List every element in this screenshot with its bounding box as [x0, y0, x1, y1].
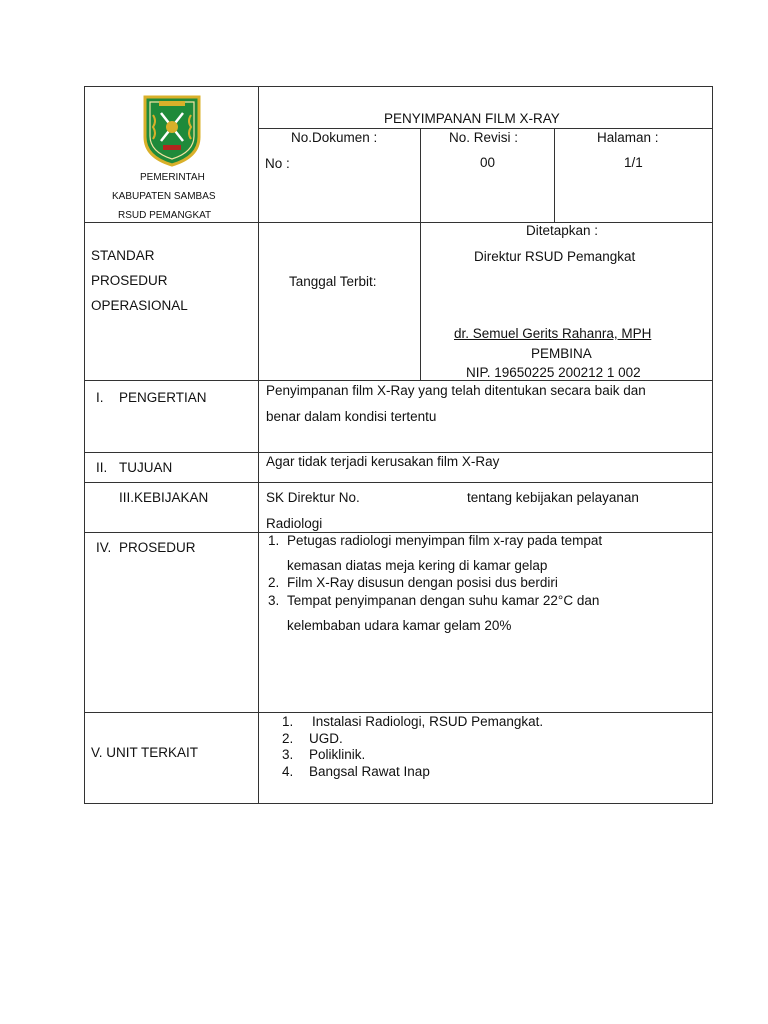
title-underline — [258, 128, 713, 129]
kebijakan-text-b: tentang kebijakan pelayanan — [467, 490, 639, 505]
revision-label: No. Revisi : — [449, 130, 519, 145]
tujuan-number: II. — [96, 460, 108, 475]
org-line-3: RSUD PEMANGKAT — [118, 210, 212, 221]
column-divider — [258, 86, 259, 804]
prosedur-label: PROSEDUR — [119, 540, 196, 555]
revision-value: 00 — [480, 155, 496, 170]
pengertian-text-1: Penyimpanan film X-Ray yang telah ditentukan secara baik dan — [266, 383, 646, 398]
director-title: Direktur RSUD Pemangkat — [474, 249, 636, 264]
regency-logo — [141, 93, 203, 167]
page-label: Halaman : — [597, 130, 659, 145]
prosedur-step-2-number: 2. — [268, 575, 280, 590]
header-divider-1 — [420, 128, 421, 223]
doc-number-value: No : — [265, 156, 290, 171]
kebijakan-label: III.KEBIJAKAN — [119, 490, 209, 505]
prosedur-step-3-number: 3. — [268, 593, 280, 608]
doc-number-label: No.Dokumen : — [291, 130, 378, 145]
unit-item-2-number: 2. — [282, 731, 294, 746]
prosedur-step-1-number: 1. — [268, 533, 280, 548]
director-rank: PEMBINA — [531, 346, 592, 361]
unit-item-3-number: 3. — [282, 747, 294, 762]
prosedur-step-3-line-2: kelembaban udara kamar gelam 20% — [287, 618, 512, 633]
approval-divider — [420, 222, 421, 380]
unit-item-4-text: Bangsal Rawat Inap — [309, 764, 430, 779]
prosedur-step-3-line-1: Tempat penyimpanan dengan suhu kamar 22°C dan — [287, 593, 600, 608]
org-line-1: PEMERINTAH — [140, 172, 205, 183]
prosedur-step-1-line-2: kemasan diatas meja kering di kamar gelap — [287, 558, 548, 573]
sop-line-1: STANDAR — [91, 248, 155, 263]
prosedur-step-2-line-1: Film X-Ray disusun dengan posisi dus berdiri — [287, 575, 558, 590]
sop-line-3: OPERASIONAL — [91, 298, 188, 313]
unit-terkait-label: V. UNIT TERKAIT — [91, 745, 199, 760]
tujuan-label: TUJUAN — [119, 460, 173, 475]
prosedur-number: IV. — [96, 540, 112, 555]
unit-item-1-text: Instalasi Radiologi, RSUD Pemangkat. — [312, 714, 544, 729]
kebijakan-text-a: SK Direktur No. — [266, 490, 360, 505]
pengertian-text-2: benar dalam kondisi tertentu — [266, 409, 437, 424]
unit-item-2-text: UGD. — [309, 731, 343, 746]
table-border-right — [712, 86, 713, 804]
tujuan-text: Agar tidak terjadi kerusakan film X-Ray — [266, 454, 500, 469]
unit-item-4-number: 4. — [282, 764, 294, 779]
page-value: 1/1 — [624, 155, 643, 170]
org-line-2: KABUPATEN SAMBAS — [112, 191, 216, 202]
sop-line-2: PROSEDUR — [91, 273, 168, 288]
prosedur-step-1-line-1: Petugas radiologi menyimpan film x-ray pada tempat — [287, 533, 603, 548]
director-name: dr. Semuel Gerits Rahanra, MPH — [454, 326, 652, 341]
director-nip: NIP. 19650225 200212 1 002 — [466, 365, 641, 380]
unit-item-1-number: 1. — [282, 714, 294, 729]
kebijakan-text-c: Radiologi — [266, 516, 323, 531]
document-title: PENYIMPANAN FILM X-RAY — [384, 111, 560, 126]
pengertian-label: PENGERTIAN — [119, 390, 207, 405]
header-divider-2 — [554, 128, 555, 223]
established-label: Ditetapkan : — [526, 223, 599, 238]
table-border-bottom — [84, 803, 713, 804]
pengertian-row-bottom — [84, 452, 713, 453]
issue-date-label: Tanggal Terbit: — [289, 274, 377, 289]
prosedur-row-bottom — [84, 712, 713, 713]
table-border-top — [84, 86, 713, 87]
tujuan-row-bottom — [84, 482, 713, 483]
pengertian-number: I. — [96, 390, 104, 405]
table-border-left — [84, 86, 85, 804]
unit-item-3-text: Poliklinik. — [309, 747, 366, 762]
header-row-bottom — [84, 222, 713, 223]
